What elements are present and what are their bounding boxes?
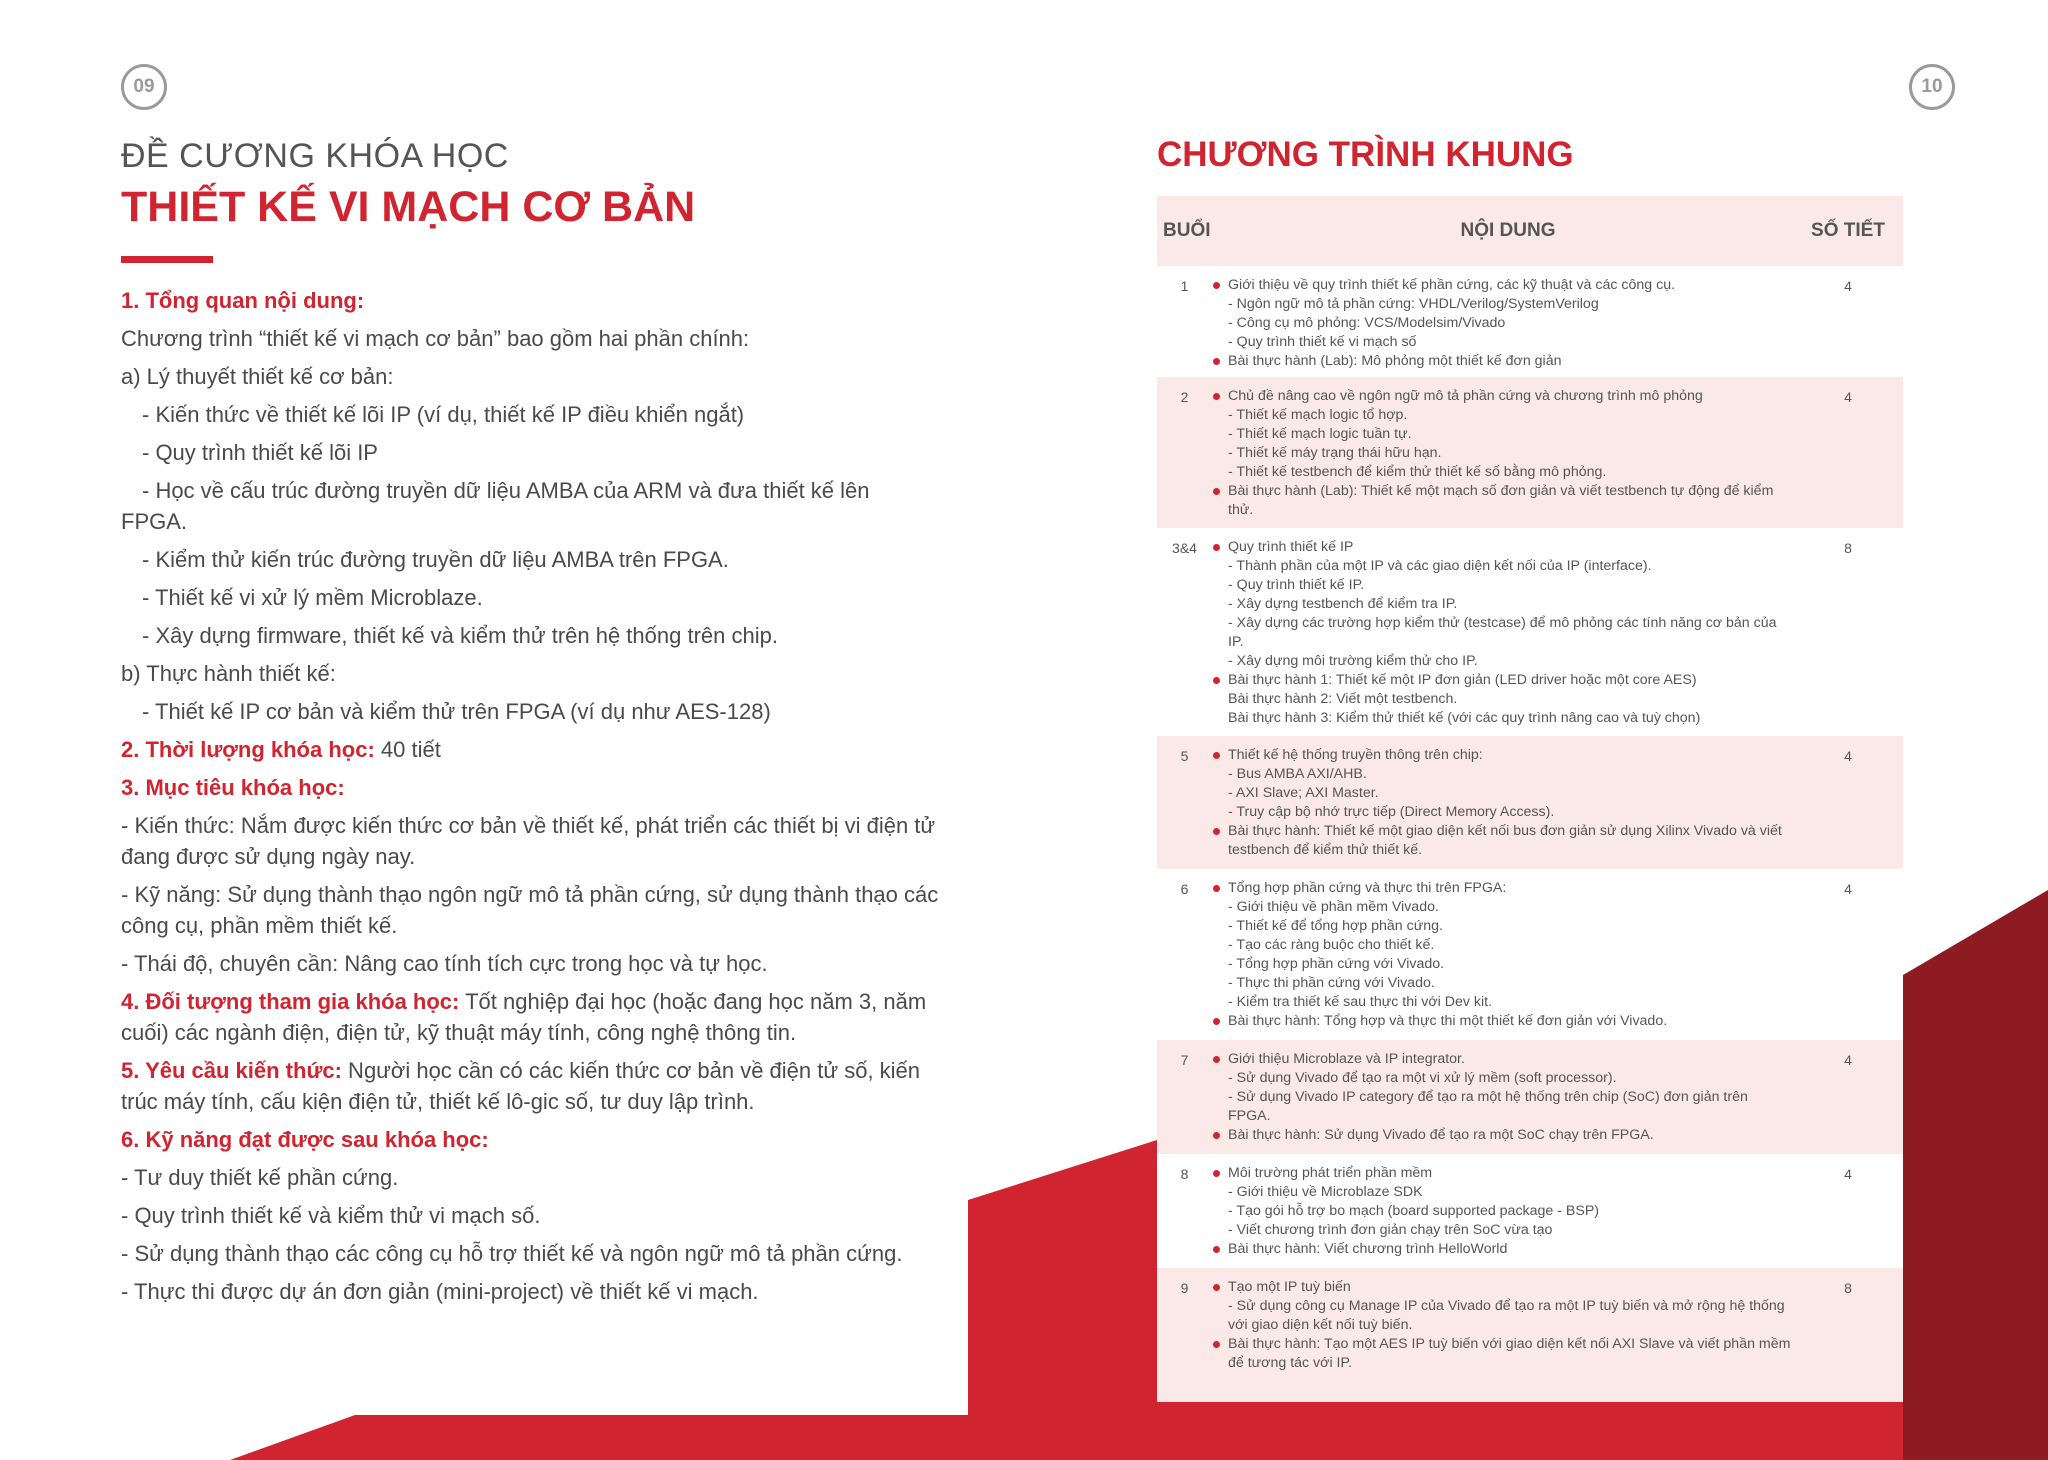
curriculum-title: CHƯƠNG TRÌNH KHUNG [1157,135,1574,174]
sub-line: - Ngôn ngữ mô tả phần cứng: VHDL/Verilog/SystemVerilog [1228,296,1599,312]
row-hours: 4 [1844,748,1852,764]
row-session: 5 [1180,748,1189,764]
sub-line: - Tạo gói hỗ trợ bo mạch (board supported package - BSP) [1228,1203,1600,1219]
row-hours: 4 [1844,1166,1852,1182]
section-4-title: 4. Đối tượng tham gia khóa học: [121,989,460,1014]
heading-title: THIẾT KẾ VI MẠCH CƠ BẢN [121,183,696,231]
bullet-line: Môi trường phát triển phần mềm [1212,1164,1793,1183]
section-3-item: - Thái độ, chuyên cần: Nâng cao tính tích cực trong học và tự học. [121,951,768,976]
row-hours: 8 [1844,540,1852,556]
sub-line: - Kiểm tra thiết kế sau thực thi với Dev kit. [1228,994,1493,1010]
bullet-line: Bài thực hành: Thiết kế một giao diện kết nối bus đơn giản sử dụng Xilinx Vivado và viết testbench để kiểm thử thiết kế. [1212,822,1793,860]
table-row [1157,1040,1903,1154]
page-number-right: 10 [1909,64,1955,110]
section-2-title: 2. Thời lượng khóa học: [121,737,375,762]
bullet-line: Bài thực hành: Viết chương trình HelloWorld [1212,1240,1793,1259]
section-3-item: - Kiến thức: Nắm được kiến thức cơ bản về thiết kế, phát triển các thiết bị vi điện tử đang được sử dụng ngày nay. [121,813,936,869]
course-outline [121,134,941,1314]
section-5 [121,1055,941,1117]
row-hours: 4 [1844,389,1852,405]
row-content [1212,879,1793,1032]
heading-underline [121,256,213,263]
sub-line: - Giới thiệu về Microblaze SDK [1228,1184,1423,1200]
row-content [1212,1164,1793,1260]
bullet-line: Bài thực hành: Sử dụng Vivado để tạo ra một SoC chạy trên FPGA. [1212,1126,1793,1145]
row-session: 8 [1180,1166,1189,1182]
table-header [1157,196,1903,266]
section-5-title: 5. Yêu cầu kiến thức: [121,1058,342,1083]
bullet-line: Tạo một IP tuỳ biến [1212,1278,1793,1297]
bullet-line: Bài thực hành 1: Thiết kế một IP đơn giản (LED driver hoặc một core AES) [1212,671,1793,690]
heading-subtitle: ĐỀ CƯƠNG KHÓA HỌC [121,137,509,175]
table-row [1157,736,1903,869]
section-4 [121,986,941,1048]
sub-line: - Thiết kế máy trạng thái hữu hạn. [1228,445,1442,461]
part-a-item: - Thiết kế vi xử lý mềm Microblaze. [142,585,483,610]
row-content [1212,276,1793,369]
row-content [1212,1278,1793,1394]
sub-line: - Xây dựng các trường hợp kiểm thử (testcase) để mô phỏng các tính năng cơ bản của IP. [1228,615,1777,650]
sub-line: - Viết chương trình đơn giản chạy trên SoC vừa tạo [1228,1222,1553,1238]
part-a-item: - Xây dựng firmware, thiết kế và kiểm thử trên hệ thống trên chip. [142,623,778,648]
part-a-item: - Kiểm thử kiến trúc đường truyền dữ liệu AMBA trên FPGA. [142,547,729,572]
bullet-line: Bài thực hành (Lab): Thiết kế một mạch số đơn giản và viết testbench tự động để kiểm thử. [1212,482,1793,520]
row-hours: 4 [1844,278,1852,294]
header-content: NỘI DUNG [1460,220,1556,241]
part-a-item: - Quy trình thiết kế lõi IP [142,440,378,465]
row-content [1212,1050,1793,1146]
header-hours: SỐ TIẾT [1811,220,1885,241]
table-row [1157,266,1903,377]
section-3-item: - Kỹ năng: Sử dụng thành thạo ngôn ngữ mô tả phần cứng, sử dụng thành thạo các công cụ, phần mềm thiết kế. [121,882,939,938]
section-1-intro: Chương trình “thiết kế vi mạch cơ bản” bao gồm hai phần chính: [121,326,750,351]
part-a-item: - Kiến thức về thiết kế lõi IP (ví dụ, thiết kế IP điều khiển ngắt) [142,402,745,427]
sub-line: - Thiết kế mạch logic tuần tự. [1228,426,1412,442]
row-hours: 4 [1844,881,1852,897]
header-session: BUỔI [1163,220,1211,241]
row-session: 7 [1180,1052,1189,1068]
sub-line: - Sử dụng công cụ Manage IP của Vivado để tạo ra một IP tuỳ biến và mở rộng hệ thống với giao diện kết nối tuỳ biến. [1228,1298,1785,1333]
sub-line: - Xây dựng testbench để kiểm tra IP. [1228,596,1458,612]
bullet-line: Giới thiệu Microblaze và IP integrator. [1212,1050,1793,1069]
section-1-part-b: b) Thực hành thiết kế: [121,661,336,686]
section-1-part-a: a) Lý thuyết thiết kế cơ bản: [121,364,394,389]
row-session: 9 [1180,1280,1189,1296]
sub-line: - Sử dụng Vivado IP category để tạo ra một hệ thống trên chip (SoC) đơn giản trên FPGA. [1228,1089,1748,1124]
section-6-title: 6. Kỹ năng đạt được sau khóa học: [121,1127,489,1152]
sub-line: - Thành phần của một IP và các giao diện kết nối của IP (interface). [1228,558,1652,574]
section-5-text: Người học cần có các kiến thức cơ bản về điện tử số, kiến trúc máy tính, cấu kiện điện tử, thiết kế lô-gic số, tư duy lập trình. [121,1058,921,1114]
row-content [1212,746,1793,861]
section-2-value: 40 tiết [374,737,441,762]
page-number-left: 09 [121,64,167,110]
row-hours: 8 [1844,1280,1852,1296]
row-hours: 4 [1844,1052,1852,1068]
bullet-line: Chủ đề nâng cao về ngôn ngữ mô tả phần cứng và chương trình mô phỏng [1212,387,1793,406]
continuation-line: Bài thực hành 2: Viết một testbench. [1228,691,1458,707]
section-1-title: 1. Tổng quan nội dung: [121,288,365,313]
sub-line: - Quy trình thiết kế vi mạch số [1228,334,1417,350]
table-row [1157,869,1903,1040]
section-6-item: - Sử dụng thành thạo các công cụ hỗ trợ thiết kế và ngôn ngữ mô tả phần cứng. [121,1241,903,1266]
bullet-line: Giới thiệu về quy trình thiết kế phần cứng, các kỹ thuật và các công cụ. [1212,276,1793,295]
sub-line: - Tổng hợp phần cứng với Vivado. [1228,956,1445,972]
bullet-line: Bài thực hành (Lab): Mô phỏng một thiết kế đơn giản [1212,352,1793,371]
section-2 [121,734,941,765]
sub-line: - Bus AMBA AXI/AHB. [1228,766,1367,782]
row-session: 3&4 [1172,540,1197,556]
bullet-line: Thiết kế hệ thống truyền thông trên chip: [1212,746,1793,765]
sub-line: - Sử dụng Vivado để tạo ra một vi xử lý mềm (soft processor). [1228,1070,1617,1086]
bullet-line: Bài thực hành: Tổng hợp và thực thi một thiết kế đơn giản với Vivado. [1212,1012,1793,1031]
row-session: 6 [1180,881,1189,897]
sub-line: - Thiết kế để tổng hợp phần cứng. [1228,918,1443,934]
row-content [1212,538,1793,728]
continuation-line: Bài thực hành 3: Kiểm thử thiết kế (với các quy trình nâng cao và tuỳ chọn) [1228,710,1701,726]
sub-line: - Thực thi phần cứng với Vivado. [1228,975,1435,991]
dark-red-wedge [1903,890,2048,1460]
bullet-line: Quy trình thiết kế IP [1212,538,1793,557]
sub-line: - Quy trình thiết kế IP. [1228,577,1365,593]
table-row [1157,377,1903,528]
part-a-item: - Học về cấu trúc đường truyền dữ liệu AMBA của ARM và đưa thiết kế lên FPGA. [121,478,870,534]
row-session: 1 [1180,278,1189,294]
section-4-text: Tốt nghiệp đại học (hoặc đang học năm 3, năm cuối) các ngành điện, điện tử, kỹ thuật máy tính, công nghệ thông tin. [121,989,927,1045]
section-6-item: - Quy trình thiết kế và kiểm thử vi mạch số. [121,1203,541,1228]
section-3-title: 3. Mục tiêu khóa học: [121,775,345,800]
sub-line: - AXI Slave; AXI Master. [1228,785,1379,801]
sub-line: - Thiết kế testbench để kiểm thử thiết kế số bằng mô phỏng. [1228,464,1607,480]
sub-line: - Giới thiệu về phần mềm Vivado. [1228,899,1439,915]
section-6-item: - Thực thi được dự án đơn giản (mini-project) về thiết kế vi mạch. [121,1279,759,1304]
part-b-item: - Thiết kế IP cơ bản và kiểm thử trên FPGA (ví dụ như AES-128) [142,699,771,724]
sub-line: - Thiết kế mạch logic tổ hợp. [1228,407,1408,423]
table-row [1157,528,1903,736]
sub-line: - Truy cập bộ nhớ trực tiếp (Direct Memory Access). [1228,804,1555,820]
row-content [1212,387,1793,520]
row-session: 2 [1180,389,1189,405]
sub-line: - Tạo các ràng buộc cho thiết kế. [1228,937,1435,953]
table-row [1157,1268,1903,1402]
bullet-line: Bài thực hành: Tạo một AES IP tuỳ biến với giao diện kết nối AXI Slave và viết phần mềm để tương tác với IP. [1212,1335,1793,1373]
curriculum-table [1157,196,1903,1402]
sub-line: - Xây dựng môi trường kiểm thử cho IP. [1228,653,1478,669]
bullet-line: Tổng hợp phần cứng và thực thi trên FPGA: [1212,879,1793,898]
section-6-item: - Tư duy thiết kế phần cứng. [121,1165,399,1190]
sub-line: - Công cụ mô phỏng: VCS/Modelsim/Vivado [1228,315,1506,331]
table-row [1157,1154,1903,1268]
